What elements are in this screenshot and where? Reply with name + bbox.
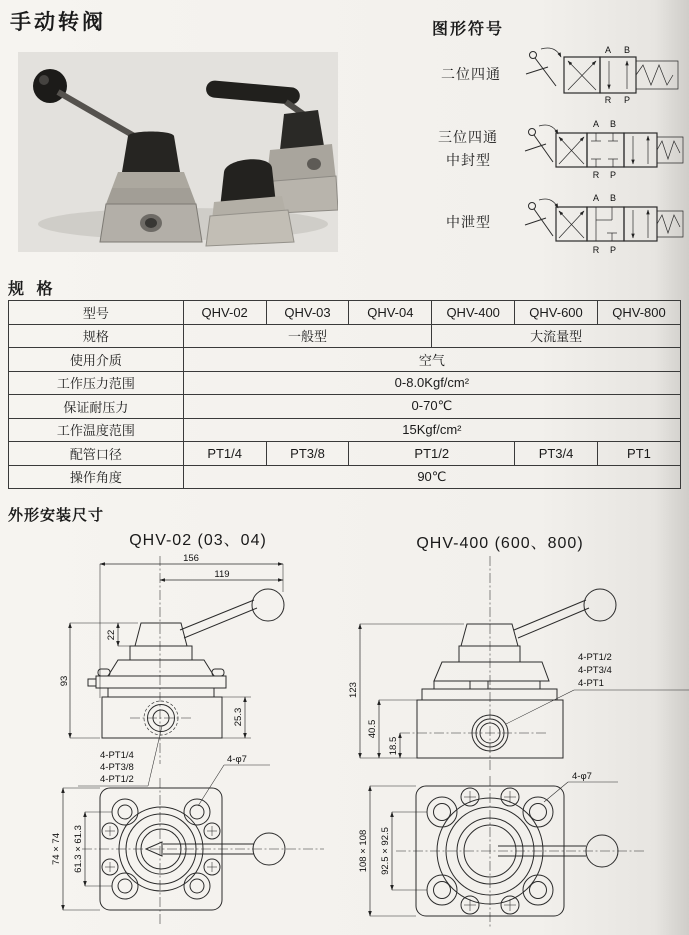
spec-cell: PT3/8 — [266, 442, 349, 466]
spec-row — [9, 301, 681, 325]
port-size-callout — [506, 652, 689, 724]
spec-cell: 0-70℃ — [183, 395, 680, 419]
spec-row — [9, 371, 681, 395]
closed-center-ports — [591, 133, 618, 167]
symbol-box-parallel — [624, 207, 657, 241]
spec-cell: QHV-03 — [266, 301, 349, 325]
valve-symbol-exhaust-center — [524, 192, 689, 256]
mounting-hole-callout — [198, 754, 270, 806]
port-r-label: R — [592, 170, 600, 180]
port-label-pt1: 4-PT1 — [578, 678, 604, 689]
port-label-pt34: 4-PT3/4 — [578, 665, 612, 676]
symbol-box-center — [587, 207, 624, 241]
spring-icon — [636, 61, 678, 89]
port-p-label: P — [609, 170, 617, 180]
symbol-box-parallel — [624, 133, 657, 167]
dimension-cap-height — [106, 623, 130, 646]
dim-119-label: 119 — [214, 569, 230, 580]
spec-row-label: 使用介质 — [9, 348, 184, 372]
dimension-body-height — [59, 623, 138, 738]
symbol-label-2pos-4way: 二位四通 — [441, 66, 501, 82]
hole-label-4phi7: 4-φ7 — [227, 754, 247, 765]
dimension-body-height — [348, 624, 464, 758]
spec-row — [9, 465, 681, 489]
spec-row-label: 配管口径 — [9, 442, 184, 466]
outline-drawing-qhv02 — [30, 550, 340, 935]
dim-156-label: 156 — [183, 553, 199, 564]
dim-61-3-label: 61.3 × 61.3 — [73, 825, 84, 873]
spec-cell: 90℃ — [183, 465, 680, 489]
port-b-label: B — [623, 45, 631, 55]
outline-drawing-qhv400 — [348, 550, 689, 935]
cross-flow-arrows — [568, 61, 596, 90]
lever-and-ball — [514, 589, 616, 638]
exhaust-center-ports — [596, 207, 617, 241]
symbol-label-3pos-4way: 三位四通 — [438, 129, 498, 145]
hole-label-4phi7: 4-φ7 — [572, 771, 592, 782]
left-drawing-title: QHV-02 (03、04) — [129, 532, 267, 549]
dim-40-5-label: 40.5 — [367, 719, 378, 739]
spec-cell: PT1/4 — [183, 442, 266, 466]
dim-22-label: 22 — [106, 629, 117, 641]
spec-heading: 规 格 — [8, 281, 57, 298]
spec-row-label: 操作角度 — [9, 465, 184, 489]
spec-cell: 空气 — [183, 348, 680, 372]
valve-body-side-view — [400, 624, 563, 758]
port-label-pt38: 4-PT3/8 — [100, 762, 134, 773]
symbol-box-parallel — [600, 57, 636, 93]
port-label-pt14: 4-PT1/4 — [100, 750, 134, 761]
dim-18-5-label: 18.5 — [388, 736, 399, 756]
port-p-label: P — [609, 245, 617, 255]
product-photo — [18, 52, 338, 252]
spec-cell: 大流量型 — [432, 324, 681, 348]
spec-cell: QHV-04 — [349, 301, 432, 325]
port-p-label: P — [623, 95, 631, 105]
spec-cell: PT1 — [597, 442, 680, 466]
lever-actuator-icon — [525, 125, 558, 162]
spec-table — [8, 300, 681, 489]
spring-icon — [657, 211, 683, 237]
lever-actuator-icon — [526, 48, 561, 86]
port-a-label: A — [604, 45, 612, 55]
spec-cell: 0-8.0Kgf/cm² — [183, 371, 680, 395]
dimension-port-height — [222, 697, 251, 738]
valve-symbol-2pos-4way — [524, 42, 689, 106]
port-a-label: A — [592, 119, 600, 129]
spec-row — [9, 348, 681, 372]
symbols-heading: 图形符号 — [432, 21, 505, 38]
spec-row — [9, 395, 681, 419]
spec-table-body — [9, 301, 681, 489]
spec-cell: QHV-600 — [515, 301, 598, 325]
parallel-flow-arrows — [633, 210, 648, 238]
spec-cell: QHV-02 — [183, 301, 266, 325]
spec-row — [9, 442, 681, 466]
parallel-flow-arrows — [609, 61, 627, 89]
port-r-label: R — [604, 95, 612, 105]
symbol-box-center — [587, 133, 624, 167]
spec-row-label: 型号 — [9, 301, 184, 325]
page-title: 手动转阀 — [10, 11, 106, 34]
spec-cell: 一般型 — [183, 324, 432, 348]
spec-row-label: 规格 — [9, 324, 184, 348]
port-label-pt12: 4-PT1/2 — [578, 652, 612, 663]
spec-cell: 15Kgf/cm² — [183, 418, 680, 442]
dimension-port-center-height — [388, 733, 400, 758]
dimension-lever-length — [160, 569, 283, 580]
dim-108x108-label: 108 × 108 — [358, 829, 369, 873]
dim-123-label: 123 — [348, 682, 359, 698]
spec-row-label: 保证耐压力 — [9, 395, 184, 419]
port-b-label: B — [609, 119, 617, 129]
valve-symbol-3pos-closed-center — [524, 114, 689, 188]
spec-row — [9, 324, 681, 348]
port-a-label: A — [592, 193, 600, 203]
symbol-label-closed-center: 中封型 — [446, 152, 491, 168]
right-drawing-title: QHV-400 (600、800) — [416, 535, 584, 552]
port-size-callout — [78, 726, 162, 786]
parallel-flow-arrows — [633, 136, 648, 164]
dim-74x74-label: 74 × 74 — [51, 833, 62, 865]
dim-93-label: 93 — [59, 675, 70, 687]
outline-heading: 外形安装尺寸 — [8, 507, 105, 524]
lever-and-ball — [180, 589, 284, 638]
spec-cell: PT1/2 — [349, 442, 515, 466]
port-b-label: B — [609, 193, 617, 203]
dim-25-3-label: 25.3 — [233, 707, 244, 727]
spec-row-label: 工作温度范围 — [9, 418, 184, 442]
spring-icon — [657, 137, 683, 163]
spec-row — [9, 418, 681, 442]
spec-cell: QHV-800 — [597, 301, 680, 325]
spec-row-label: 工作压力范围 — [9, 371, 184, 395]
spec-cell: PT3/4 — [515, 442, 598, 466]
port-label-pt12: 4-PT1/2 — [100, 774, 134, 785]
cross-flow-arrows — [559, 137, 584, 164]
cross-flow-arrows — [559, 211, 584, 238]
symbol-label-exhaust-center: 中泄型 — [446, 214, 491, 230]
dim-92-5-label: 92.5 × 92.5 — [380, 827, 391, 875]
spec-cell: QHV-400 — [432, 301, 515, 325]
port-r-label: R — [592, 245, 600, 255]
lever-actuator-icon — [525, 199, 558, 236]
